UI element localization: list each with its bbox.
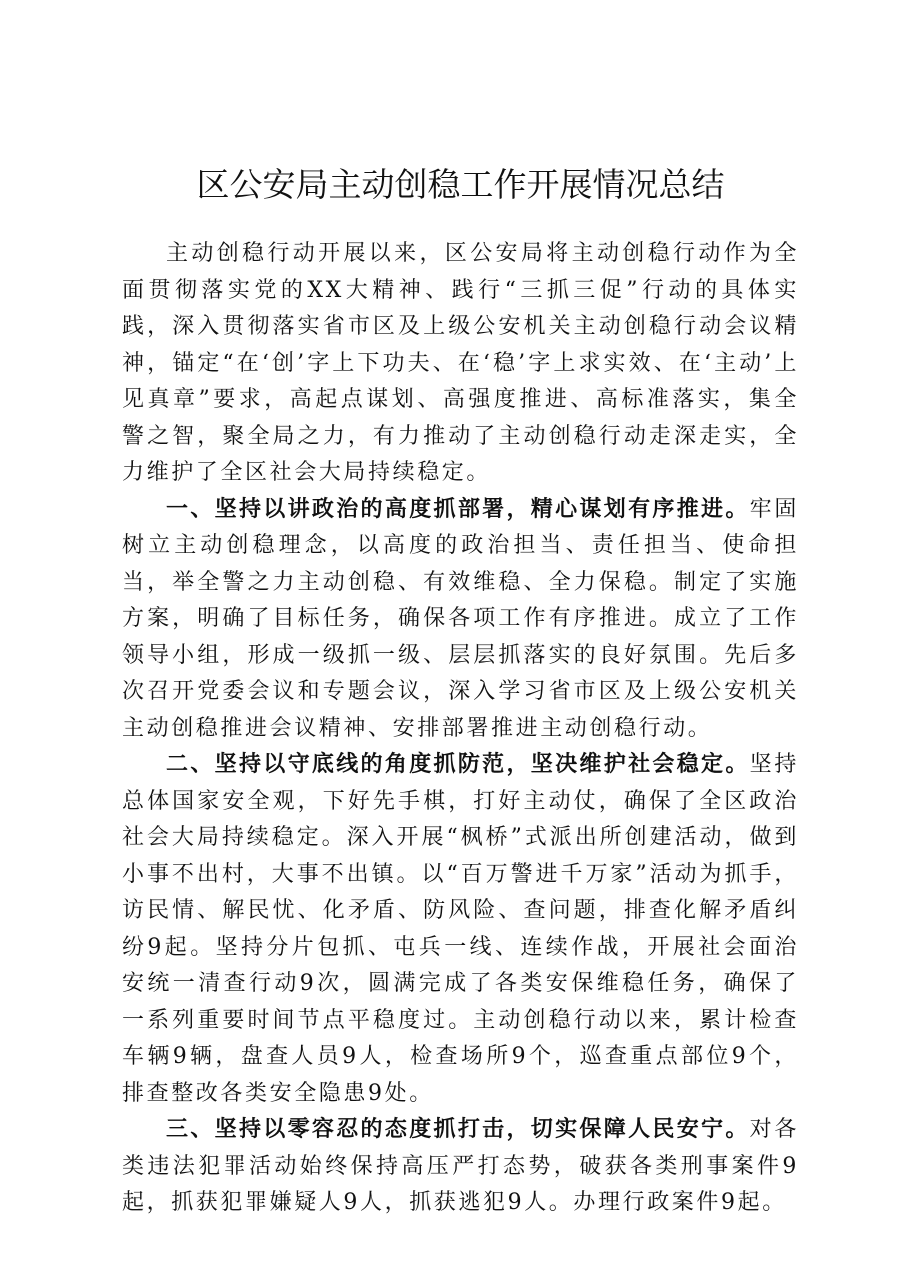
paragraph-section-3 [122,1112,799,1222]
section-3-text: 对各类违法犯罪活动始终保持高压严打态势，破获各类刑事案件9起，抓获犯罪嫌疑人9人，抓获逃犯9人。办理行政案件9起。 [122,1117,799,1215]
section-1-text: 牢固树立主动创稳理念，以高度的政治担当、责任担当、使命担当，举全警之力主动创稳、有效维稳、全力保稳。制定了实施方案，明确了目标任务，确保各项工作有序推进。成立了工作领导小组，形成一级抓一级、层层抓落实的良好氛围。先后多次召开党委会议和专题会议，深入学习省市区及上级公安机关主动创稳推进会议精神、安排部署推进主动创稳行动。 [122,496,799,741]
section-1-heading: 一、坚持以讲政治的高度抓部署，精心谋划有序推进。 [166,496,750,522]
section-2-heading: 二、坚持以守底线的角度抓防范，坚决维护社会稳定。 [166,752,750,777]
paragraph-section-1 [122,492,799,748]
document-title: 区公安局主动创稳工作开展情况总结 [196,165,725,204]
paragraph-intro [122,236,799,492]
paragraph-section-2 [122,747,799,1112]
section-3-heading: 三、坚持以零容忍的态度抓打击，切实保障人民安宁。 [166,1117,750,1142]
section-2-text: 坚持总体国家安全观，下好先手棋，打好主动仗，确保了全区政治社会大局持续稳定。深入开展“枫桥”式派出所创建活动，做到小事不出村，大事不出镇。以“百万警进千万家”活动为抓手，访民情、解民忧、化矛盾、防风险、查问题，排查化解矛盾纠纷9起。坚持分片包抓、屯兵一线、连续作战，开展社会面治安统一清查行动9次，圆满完成了各类安保维稳任务，确保了一系列重要时间节点平稳度过。主动创稳行动以来，累计检查车辆9辆，盘查人员9人，检查场所9个，巡查重点部位9个，排查整改各类安全隐患9处。 [122,752,799,1106]
paragraph-intro-text: 主动创稳行动开展以来，区公安局将主动创稳行动作为全面贯彻落实党的XX大精神、践行“三抓三促”行动的具体实践，深入贯彻落实省市区及上级公安机关主动创稳行动会议精神，锚定“在‘创’字上下功夫、在‘稳’字上求实效、在‘主动’上见真章”要求，高起点谋划、高强度推进、高标准落实，集全警之智，聚全局之力，有力推动了主动创稳行动走深走实，全力维护了全区社会大局持续稳定。 [122,241,799,485]
